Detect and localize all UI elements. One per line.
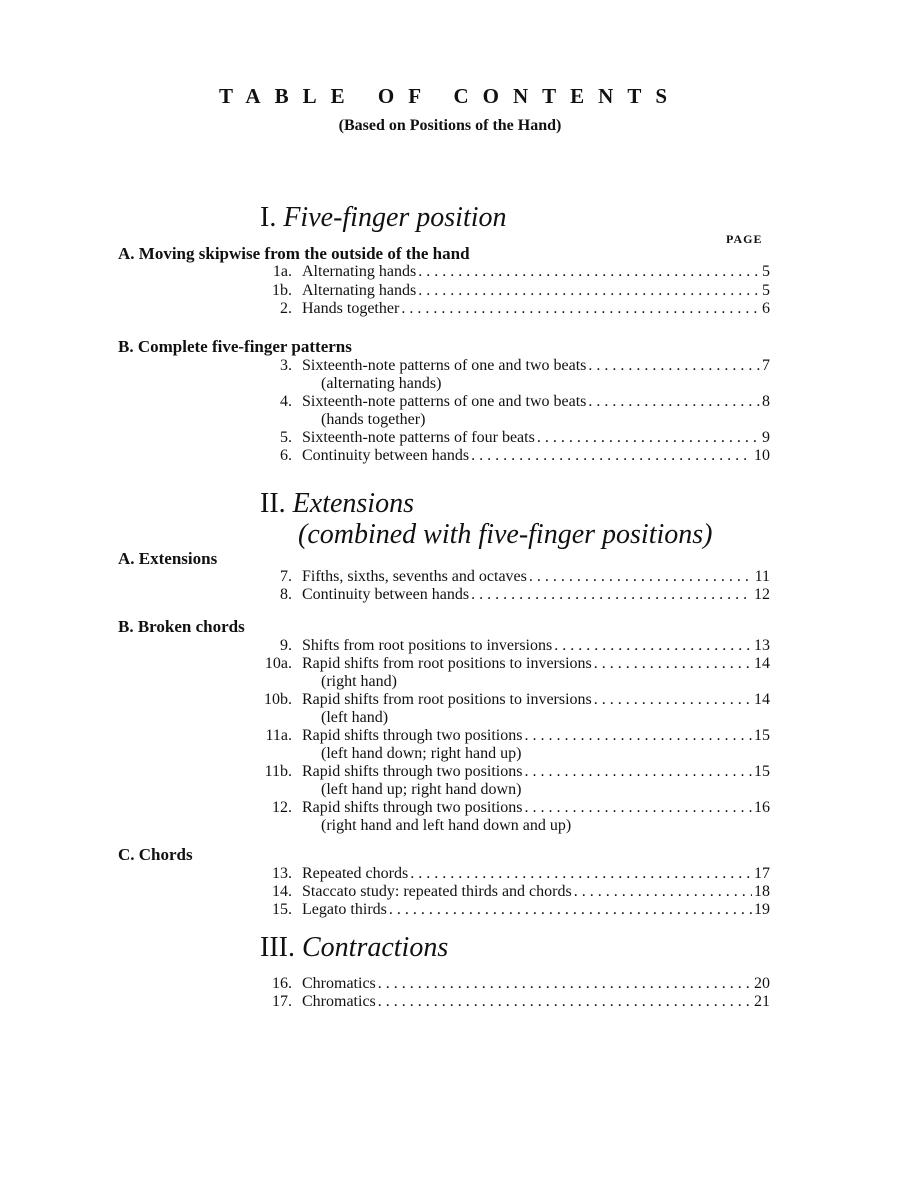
dot-leader bbox=[594, 690, 752, 710]
section-heading: A. Extensions bbox=[118, 549, 218, 568]
entry-page: 20 bbox=[754, 975, 770, 992]
toc-entry[interactable] bbox=[262, 392, 770, 412]
section-heading: B. Broken chords bbox=[118, 617, 245, 636]
toc-entry[interactable] bbox=[262, 882, 770, 902]
toc-entry[interactable] bbox=[262, 992, 770, 1012]
dot-leader bbox=[401, 299, 760, 319]
entry-title: Continuity between hands bbox=[302, 586, 470, 603]
dot-leader bbox=[588, 356, 760, 376]
entry-title: Continuity between hands bbox=[302, 447, 470, 464]
entry-page: 6 bbox=[762, 300, 770, 317]
entry-note: (left hand) bbox=[321, 709, 389, 726]
entry-title: Alternating hands bbox=[302, 282, 417, 299]
entry-title: Alternating hands bbox=[302, 263, 417, 280]
toc-entry[interactable] bbox=[262, 446, 770, 466]
toc-entry[interactable] bbox=[262, 281, 770, 301]
entry-page: 16 bbox=[754, 799, 770, 816]
entry-page: 7 bbox=[762, 357, 770, 374]
entry-number: 10b. bbox=[264, 691, 292, 708]
entry-note: (right hand and left hand down and up) bbox=[321, 817, 572, 834]
page-column-header: PAGE bbox=[726, 232, 763, 246]
entry-title: Staccato study: repeated thirds and chords bbox=[302, 883, 572, 900]
entry-number: 12. bbox=[272, 799, 292, 816]
entry-page: 17 bbox=[754, 865, 770, 882]
entry-page: 8 bbox=[762, 393, 770, 410]
dot-leader bbox=[418, 281, 760, 301]
dot-leader bbox=[418, 262, 760, 282]
entry-title: Sixteenth-note patterns of four beats bbox=[302, 429, 535, 446]
entry-page: 21 bbox=[754, 993, 770, 1010]
entry-number: 11a. bbox=[265, 727, 292, 744]
entry-number: 17. bbox=[272, 993, 292, 1010]
section-heading: A. Moving skipwise from the outside of the hand bbox=[118, 244, 470, 263]
entry-title: Rapid shifts through two positions bbox=[302, 727, 523, 744]
entry-page: 5 bbox=[762, 263, 770, 280]
toc-entry[interactable] bbox=[262, 636, 770, 656]
entry-title: Rapid shifts from root positions to inversions bbox=[302, 655, 592, 672]
toc-entry[interactable] bbox=[262, 428, 770, 448]
part-name: Contractions bbox=[301, 932, 449, 963]
part-name: Extensions bbox=[292, 488, 414, 519]
entry-number: 7. bbox=[280, 568, 292, 585]
dot-leader bbox=[594, 654, 752, 674]
toc-entry[interactable] bbox=[262, 356, 770, 376]
entry-page: 11 bbox=[754, 568, 770, 585]
entry-number: 2. bbox=[280, 300, 292, 317]
entry-title: Rapid shifts from root positions to inversions bbox=[302, 691, 592, 708]
entry-title: Fifths, sixths, sevenths and octaves bbox=[302, 568, 527, 585]
entry-number: 15. bbox=[272, 901, 292, 918]
entry-page: 9 bbox=[762, 429, 770, 446]
dot-leader bbox=[524, 762, 752, 782]
entry-page: 18 bbox=[754, 883, 770, 900]
entry-number: 9. bbox=[280, 637, 292, 654]
dot-leader bbox=[524, 726, 752, 746]
part-numeral: II. bbox=[260, 488, 286, 519]
entry-number: 16. bbox=[272, 975, 292, 992]
entry-note: (right hand) bbox=[321, 673, 397, 690]
dot-leader bbox=[574, 882, 752, 902]
entry-page: 5 bbox=[762, 282, 770, 299]
entry-number: 1b. bbox=[272, 282, 292, 299]
page-subtitle: (Based on Positions of the Hand) bbox=[338, 117, 562, 134]
entry-title: Rapid shifts through two positions bbox=[302, 799, 523, 816]
entry-number: 1a. bbox=[272, 263, 292, 280]
entry-note: (left hand down; right hand up) bbox=[321, 745, 522, 762]
toc-entry[interactable] bbox=[262, 974, 770, 994]
entry-title: Sixteenth-note patterns of one and two beats bbox=[302, 357, 587, 374]
entry-title: Hands together bbox=[302, 300, 400, 317]
entry-title: Rapid shifts through two positions bbox=[302, 763, 523, 780]
toc-entry[interactable] bbox=[262, 299, 770, 319]
toc-entry[interactable] bbox=[262, 798, 770, 818]
toc-entry[interactable] bbox=[262, 762, 770, 782]
dot-leader bbox=[554, 636, 752, 656]
section-heading: B. Complete five-finger patterns bbox=[118, 337, 352, 356]
dot-leader bbox=[524, 798, 752, 818]
entry-number: 8. bbox=[280, 586, 292, 603]
entry-title: Chromatics bbox=[302, 975, 376, 992]
dot-leader bbox=[588, 392, 760, 412]
entry-page: 10 bbox=[754, 447, 770, 464]
entry-page: 13 bbox=[754, 637, 770, 654]
entry-number: 14. bbox=[272, 883, 292, 900]
page-title: TABLE OF CONTENTS bbox=[218, 84, 682, 108]
dot-leader bbox=[471, 585, 752, 605]
entry-note: (hands together) bbox=[321, 411, 426, 428]
part-name-continued: (combined with five-finger positions) bbox=[298, 519, 713, 550]
entry-number: 13. bbox=[272, 865, 292, 882]
toc-entry[interactable] bbox=[262, 726, 770, 746]
toc-entry[interactable] bbox=[262, 864, 770, 884]
dot-leader bbox=[471, 446, 752, 466]
part-numeral: III. bbox=[260, 932, 295, 963]
entry-note: (left hand up; right hand down) bbox=[321, 781, 522, 798]
entry-page: 15 bbox=[754, 763, 770, 780]
dot-leader bbox=[529, 567, 753, 587]
entry-title: Sixteenth-note patterns of one and two beats bbox=[302, 393, 587, 410]
part-name: Five-finger position bbox=[283, 202, 507, 233]
entry-title: Chromatics bbox=[302, 993, 376, 1010]
entry-title: Shifts from root positions to inversions bbox=[302, 637, 553, 654]
part-heading-1 bbox=[260, 202, 507, 234]
entry-page: 19 bbox=[754, 901, 770, 918]
toc-entry[interactable] bbox=[262, 900, 770, 920]
dot-leader bbox=[389, 900, 752, 920]
part-heading-3 bbox=[260, 932, 448, 964]
toc-entry[interactable] bbox=[262, 262, 770, 282]
dot-leader bbox=[378, 992, 752, 1012]
section-heading: C. Chords bbox=[118, 845, 193, 864]
entry-title: Repeated chords bbox=[302, 865, 409, 882]
entry-number: 5. bbox=[280, 429, 292, 446]
entry-page: 15 bbox=[754, 727, 770, 744]
part-subheading-2 bbox=[298, 519, 713, 551]
dot-leader bbox=[537, 428, 760, 448]
entry-page: 14 bbox=[754, 655, 770, 672]
toc-entry[interactable] bbox=[262, 585, 770, 605]
toc-entry[interactable] bbox=[262, 567, 770, 587]
dot-leader bbox=[378, 974, 752, 994]
entry-title: Legato thirds bbox=[302, 901, 387, 918]
dot-leader bbox=[410, 864, 752, 884]
entry-number: 11b. bbox=[264, 763, 292, 780]
entry-number: 10a. bbox=[264, 655, 292, 672]
entry-number: 6. bbox=[280, 447, 292, 464]
part-heading-2 bbox=[260, 488, 414, 520]
toc-entry[interactable] bbox=[262, 654, 770, 674]
entry-page: 14 bbox=[754, 691, 770, 708]
entry-page: 12 bbox=[754, 586, 770, 603]
part-numeral: I. bbox=[260, 202, 277, 233]
entry-number: 3. bbox=[280, 357, 292, 374]
toc-entry[interactable] bbox=[262, 690, 770, 710]
entry-number: 4. bbox=[280, 393, 292, 410]
entry-note: (alternating hands) bbox=[321, 375, 442, 392]
